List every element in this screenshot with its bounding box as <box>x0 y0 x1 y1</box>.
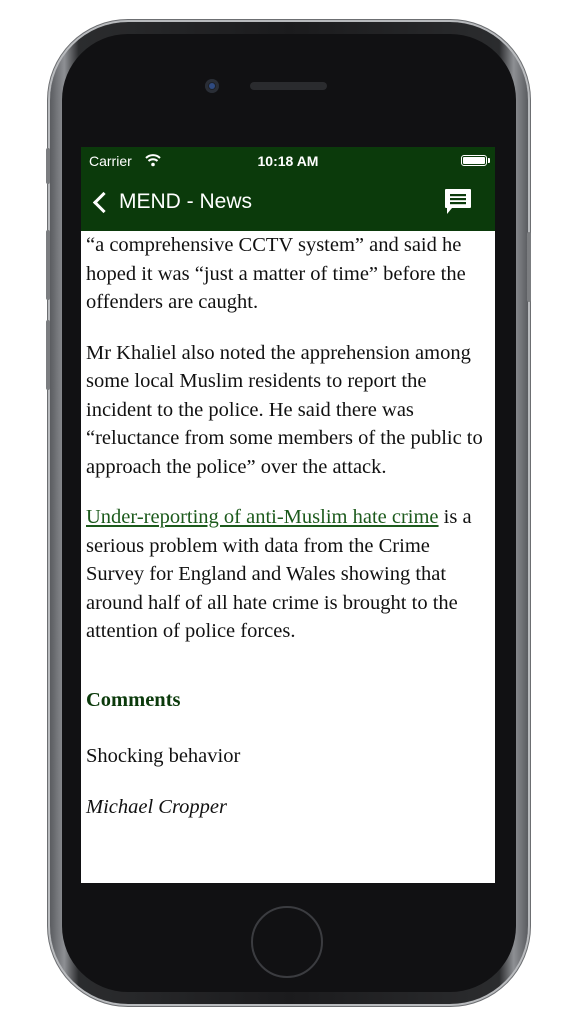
volume-up-button <box>46 230 50 300</box>
article-paragraph <box>86 503 486 646</box>
earpiece-speaker <box>250 82 327 90</box>
status-bar <box>81 147 495 175</box>
power-button <box>527 232 531 302</box>
article-scroll-view[interactable] <box>81 231 495 883</box>
back-button[interactable] <box>91 187 252 217</box>
carrier-label: Carrier <box>89 153 132 169</box>
volume-down-button <box>46 320 50 390</box>
phone-screen <box>81 147 495 883</box>
comments-heading: Comments <box>86 688 181 711</box>
status-time: 10:18 AM <box>257 153 319 169</box>
navigation-bar <box>81 175 495 231</box>
article-paragraph: “a comprehensive CCTV system” and said he hoped it was “just a matter of time” before the offenders are caught. <box>86 234 466 313</box>
article-paragraph-text: is a serious problem with data from the Crime Survey for England and Wales showing that around half of all hate crime is brought to the attention of police forces. <box>86 506 472 642</box>
comment-author: Michael Cropper <box>86 795 228 818</box>
comment-text: Shocking behavior <box>86 745 241 767</box>
home-button[interactable] <box>251 906 323 978</box>
battery-tip <box>488 158 490 163</box>
chevron-left-icon <box>93 191 114 212</box>
front-camera <box>205 79 219 93</box>
under-reporting-link[interactable]: Under-reporting of anti-Muslim hate crime <box>86 506 439 528</box>
mute-switch <box>46 148 50 184</box>
battery-icon <box>461 155 487 166</box>
article-paragraph: Mr Khaliel also noted the apprehension among some local Muslim residents to report the incident to the police. He said there was “reluctance from some members of the public to approach the police” over the attack. <box>86 341 483 478</box>
article-body <box>86 231 486 821</box>
nav-title: MEND - News <box>119 190 253 213</box>
comment-icon[interactable] <box>443 186 473 218</box>
